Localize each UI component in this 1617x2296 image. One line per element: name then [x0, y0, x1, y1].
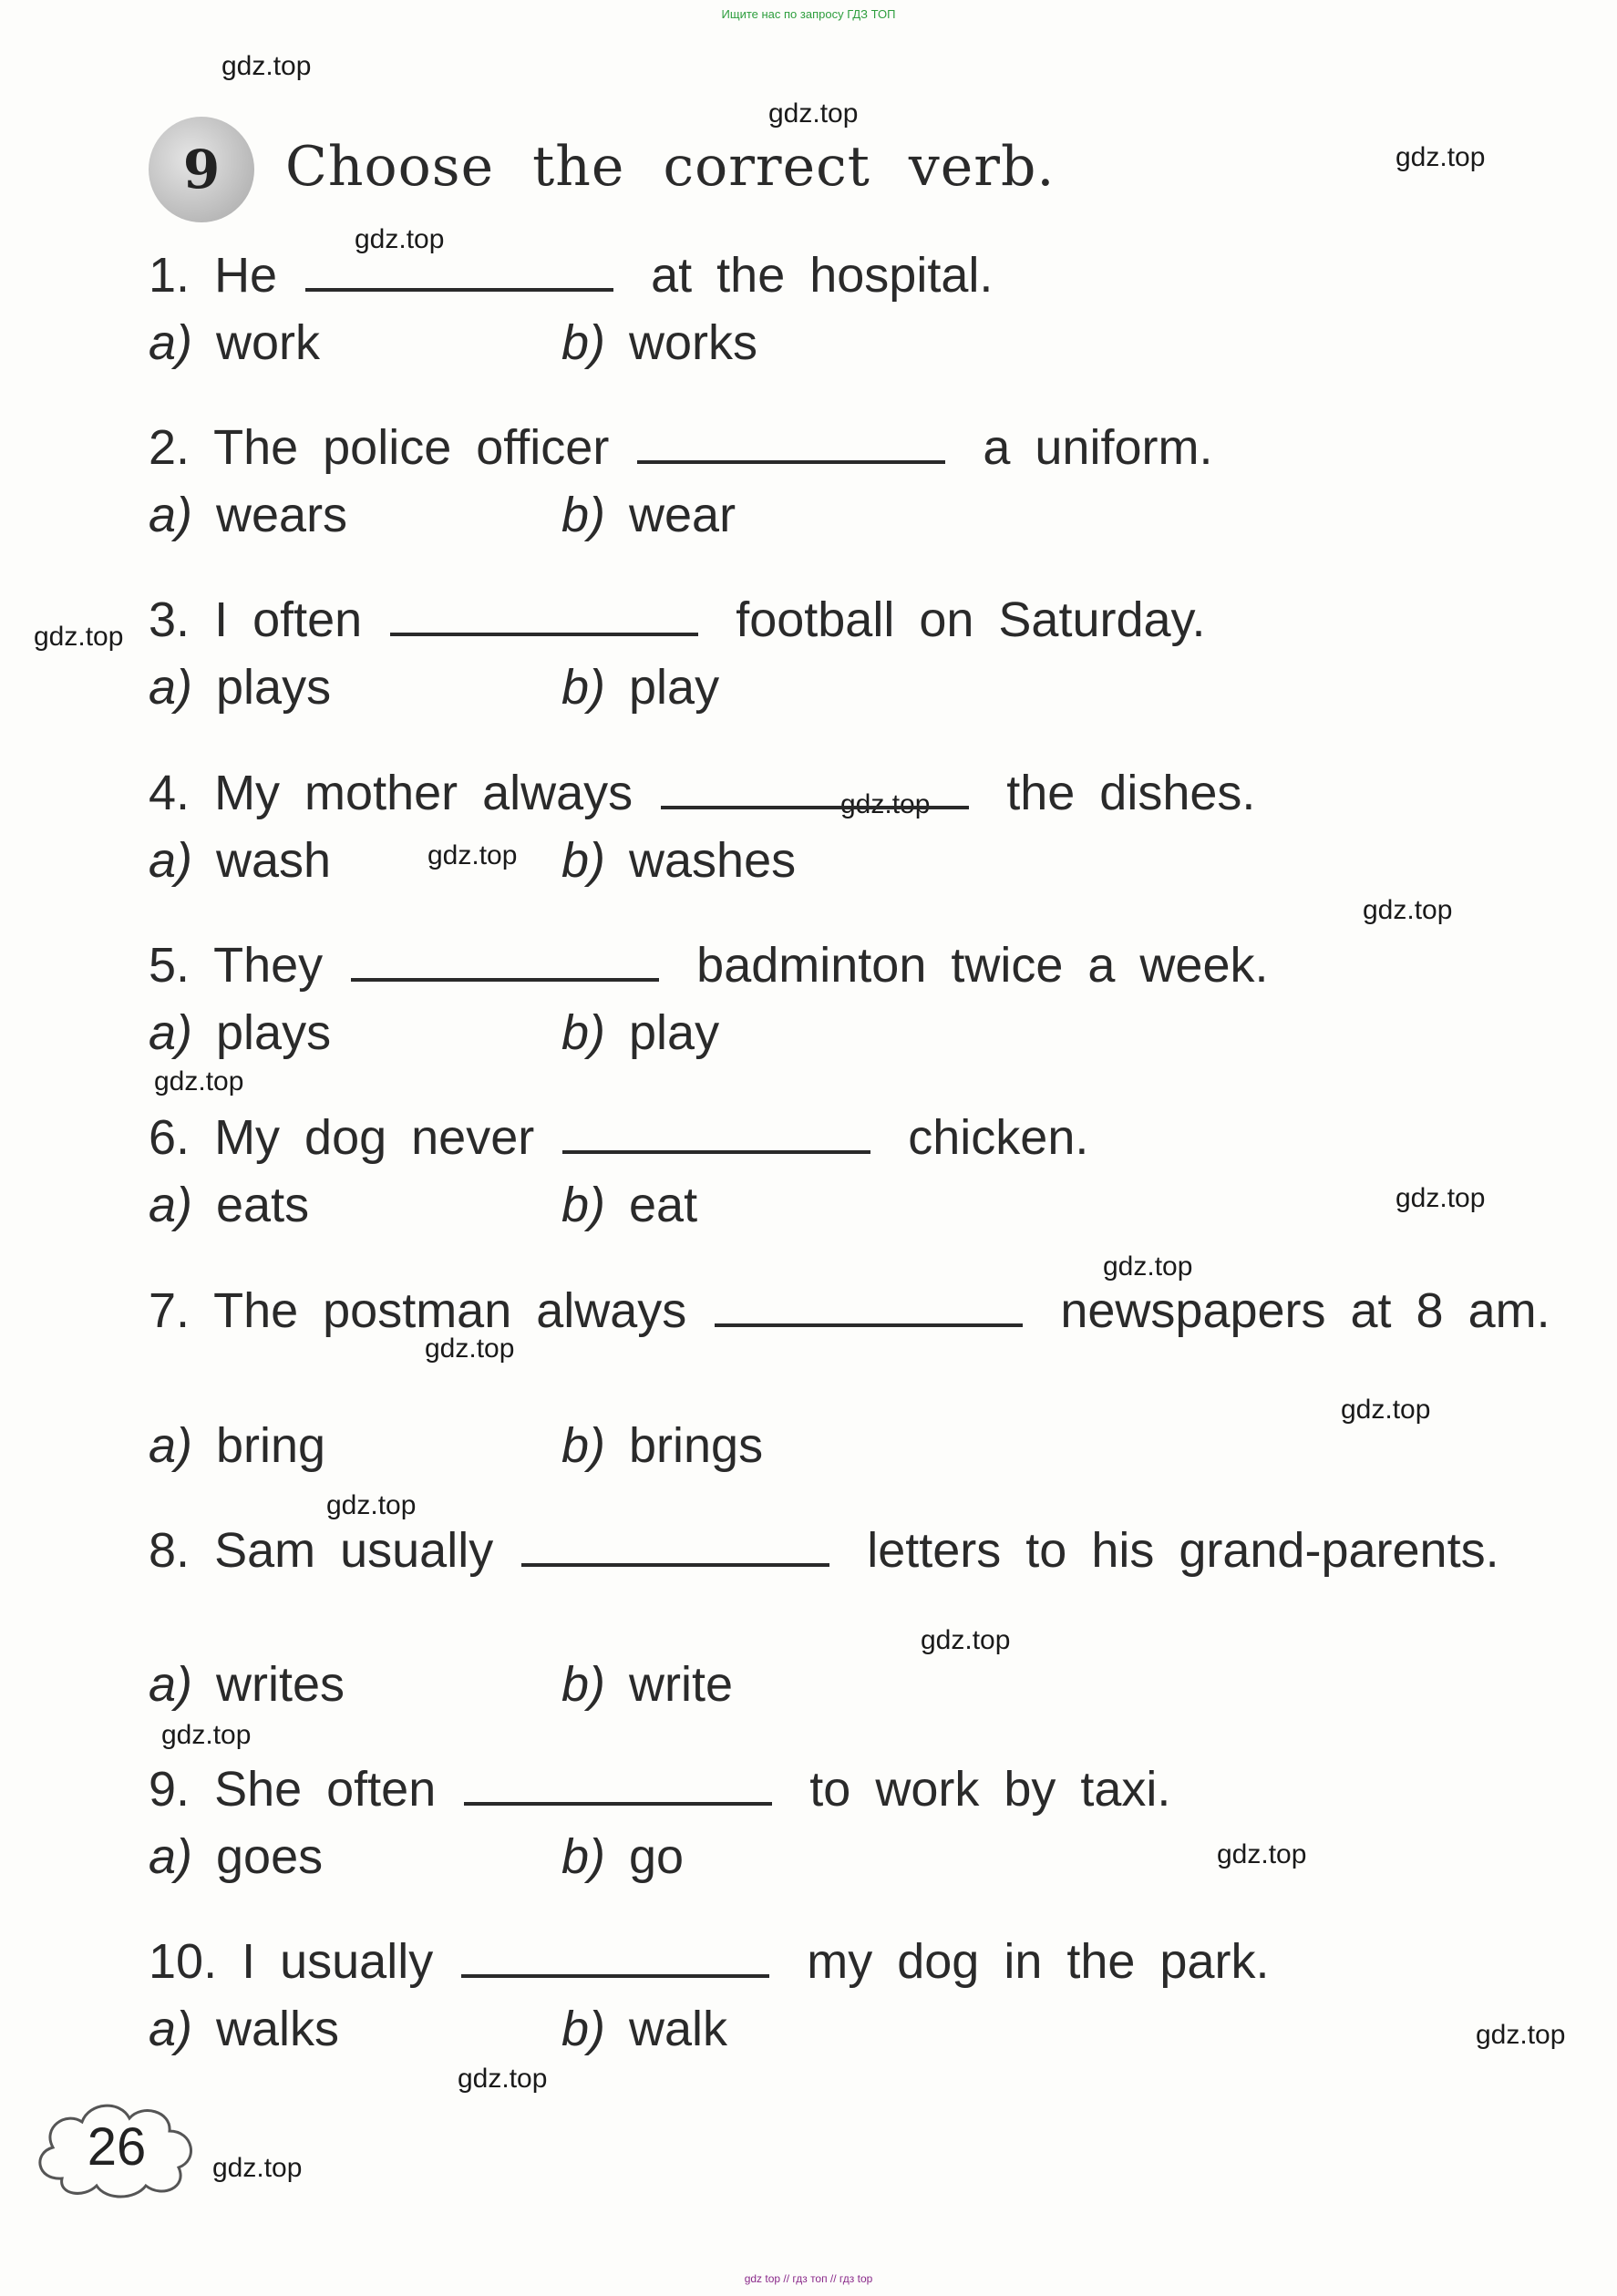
watermark: gdz.top	[1363, 895, 1453, 925]
question-number: 2.	[149, 420, 191, 475]
question-text-before: Sam usually	[214, 1523, 494, 1578]
watermark: gdz.top	[212, 2153, 303, 2183]
watermark: gdz.top	[1396, 142, 1486, 172]
answer-blank[interactable]	[521, 1536, 829, 1567]
page-number: 26	[87, 2116, 147, 2177]
question-4	[149, 760, 1571, 826]
question-number: 8.	[149, 1523, 191, 1578]
watermark: gdz.top	[458, 2064, 548, 2094]
answer-blank[interactable]	[305, 261, 613, 292]
question-text-after: badminton twice a week.	[696, 938, 1269, 993]
answer-blank[interactable]	[464, 1775, 772, 1806]
question-number: 9.	[149, 1762, 191, 1817]
option-b[interactable]: b) washes	[561, 833, 797, 888]
page-number-cloud	[26, 2087, 208, 2206]
question-text-after: football on Saturday.	[736, 592, 1206, 647]
watermark: gdz.top	[161, 1720, 252, 1750]
question-text-before: My dog never	[214, 1110, 535, 1165]
exercise-title: Choose the correct verb.	[285, 135, 1056, 199]
answer-blank[interactable]	[661, 778, 969, 809]
top-banner: Ищите нас по запросу ГДЗ ТОП	[721, 7, 896, 21]
question-text-after: at the hospital.	[651, 248, 994, 303]
option-a[interactable]: a) plays	[149, 1005, 332, 1060]
question-3	[149, 587, 1571, 653]
option-b[interactable]: b) play	[561, 660, 720, 715]
bottom-banner: gdz top // гдз топ // гдз top	[744, 2272, 873, 2285]
question-6	[149, 1105, 1571, 1170]
option-a[interactable]: a) walks	[149, 2002, 340, 2056]
watermark: gdz.top	[425, 1333, 515, 1364]
question-text-after: chicken.	[908, 1110, 1089, 1165]
question-text-before: She often	[214, 1762, 437, 1817]
option-b[interactable]: b) play	[561, 1005, 720, 1060]
watermark: gdz.top	[1341, 1395, 1431, 1425]
watermark: gdz.top	[154, 1066, 244, 1097]
question-8	[149, 1518, 1557, 1583]
exercise-number-badge: 9	[149, 117, 254, 222]
option-b[interactable]: b) walk	[561, 2002, 728, 2056]
question-text-before: He	[214, 248, 278, 303]
watermark: gdz.top	[768, 98, 859, 129]
watermark: gdz.top	[1476, 2020, 1566, 2050]
option-a[interactable]: a) eats	[149, 1178, 310, 1232]
question-number: 6.	[149, 1110, 191, 1165]
question-9	[149, 1756, 1571, 1822]
question-text-before: The police officer	[213, 420, 610, 475]
answer-blank[interactable]	[637, 433, 945, 464]
watermark: gdz.top	[326, 1490, 417, 1520]
answer-blank[interactable]	[351, 951, 659, 982]
option-b[interactable]: b) works	[561, 315, 758, 370]
watermark: gdz.top	[221, 51, 312, 81]
watermark: gdz.top	[921, 1625, 1011, 1655]
question-number: 10.	[149, 1934, 218, 1989]
question-text-before: The postman always	[213, 1283, 687, 1338]
option-a[interactable]: a) work	[149, 315, 321, 370]
question-text-before: They	[213, 938, 324, 993]
option-b[interactable]: b) brings	[561, 1418, 764, 1473]
question-number: 5.	[149, 938, 191, 993]
watermark: gdz.top	[1217, 1839, 1307, 1869]
option-a[interactable]: a) goes	[149, 1829, 324, 1884]
answer-blank[interactable]	[715, 1296, 1023, 1327]
question-5	[149, 932, 1571, 998]
question-7	[149, 1278, 1557, 1344]
watermark: gdz.top	[427, 840, 518, 870]
option-a[interactable]: a) bring	[149, 1418, 326, 1473]
option-a[interactable]: a) plays	[149, 660, 332, 715]
question-text-before: I often	[214, 592, 363, 647]
question-text-after: my dog in the park.	[807, 1934, 1270, 1989]
question-number: 1.	[149, 248, 191, 303]
question-10	[149, 1929, 1571, 1994]
question-text-after: to work by taxi.	[809, 1762, 1171, 1817]
answer-blank[interactable]	[461, 1947, 769, 1978]
watermark: gdz.top	[840, 789, 931, 819]
question-text-before: I usually	[242, 1934, 434, 1989]
question-number: 3.	[149, 592, 191, 647]
option-b[interactable]: b) go	[561, 1829, 685, 1884]
watermark: gdz.top	[1396, 1183, 1486, 1213]
question-number: 4.	[149, 766, 191, 820]
question-text-after: letters to his grand-parents.	[867, 1523, 1499, 1578]
watermark: gdz.top	[1103, 1251, 1193, 1282]
question-text-after: newspapers at 8 am.	[1060, 1283, 1550, 1338]
option-a[interactable]: a) writes	[149, 1657, 345, 1712]
option-a[interactable]: a) wash	[149, 833, 332, 888]
question-1	[149, 242, 1571, 308]
option-b[interactable]: b) wear	[561, 488, 736, 542]
watermark: gdz.top	[34, 622, 124, 652]
option-a[interactable]: a) wears	[149, 488, 348, 542]
option-b[interactable]: b) write	[561, 1657, 734, 1712]
answer-blank[interactable]	[390, 605, 698, 636]
question-number: 7.	[149, 1283, 191, 1338]
question-text-after: a uniform.	[983, 420, 1213, 475]
question-text-before: My mother always	[214, 766, 633, 820]
watermark: gdz.top	[355, 224, 445, 254]
answer-blank[interactable]	[562, 1123, 870, 1154]
question-text-after: the dishes.	[1006, 766, 1256, 820]
question-2	[149, 415, 1571, 480]
option-b[interactable]: b) eat	[561, 1178, 698, 1232]
